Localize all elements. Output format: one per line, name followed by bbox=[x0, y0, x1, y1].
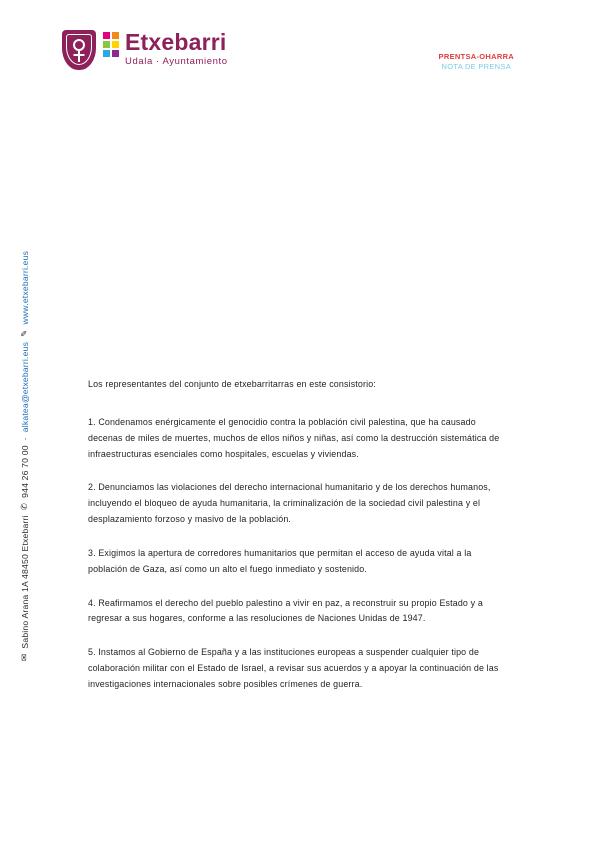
side-contact-strip bbox=[19, 251, 30, 661]
paragraph-4: 4. Reafirmamos el derecho del pueblo palestino a vivir en paz, a reconstruir su propio Estado y a regresar a sus hogares, conforme a las resoluciones de Naciones Unidas de 1947. bbox=[88, 597, 483, 624]
press-label-spanish: NOTA DE PRENSA bbox=[441, 62, 512, 71]
paragraph-1: 1. Condenamos enérgicamente el genocidio contra la población civil palestina, que ha causado decenas de miles de muertes, muchos de ellos niños y niñas, así como la destrucción sistemática de infraestructuras esenciales como hospitales, escuelas y viviendas. bbox=[88, 416, 500, 459]
separator-dot: · bbox=[19, 437, 30, 441]
institution-logo bbox=[62, 30, 228, 70]
location-pin-icon: ✉ bbox=[19, 653, 29, 661]
document-body bbox=[88, 377, 506, 693]
contact-address: Sabino Arana 1A 48450 Etxebarri bbox=[19, 515, 30, 649]
contact-phone: 944 26 70 00 bbox=[19, 445, 30, 498]
paragraph-2: 2. Denunciamos las violaciones del derecho internacional humanitario y de los derechos humanos, incluyendo el bloqueo de ayuda humanitaria, la criminalización de la sociedad civil palestina y el desplazamiento forzoso y masivo de la población. bbox=[88, 482, 491, 525]
contact-website[interactable]: www.etxebarri.eus bbox=[19, 250, 30, 325]
wordmark bbox=[125, 31, 228, 67]
paragraph-5: 5. Instamos al Gobierno de España y a las instituciones europeas a suspender cualquier tipo de colaboración militar con el Estado de Israel, a revisar sus acuerdos y a apoyar la continuación de las investigaciones internacionales sobre posibles crímenes de guerra. bbox=[88, 647, 499, 689]
pen-icon: ✎ bbox=[19, 329, 29, 337]
paragraph-3: 3. Exigimos la apertura de corredores humanitarios que permitan el acceso de ayuda vital a la población de Gaza, así como un alto el fuego inmediato y sostenido. bbox=[88, 547, 472, 574]
institution-subtitle: Udala · Ayuntamiento bbox=[125, 56, 228, 67]
press-label-basque: PRENTSA-OHARRA bbox=[438, 52, 514, 61]
lead-paragraph: Los representantes del conjunto de etxebarritarras en este consistorio: bbox=[88, 379, 376, 389]
document-header bbox=[0, 0, 600, 95]
etxebarri-coat-of-arms-icon bbox=[62, 30, 96, 70]
colour-dot-matrix-icon bbox=[103, 32, 119, 57]
press-release-label bbox=[439, 52, 514, 71]
contact-email[interactable]: alkatea@etxebarri.eus bbox=[19, 341, 30, 433]
institution-name: Etxebarri bbox=[125, 29, 227, 55]
phone-icon: ✆ bbox=[19, 502, 29, 511]
